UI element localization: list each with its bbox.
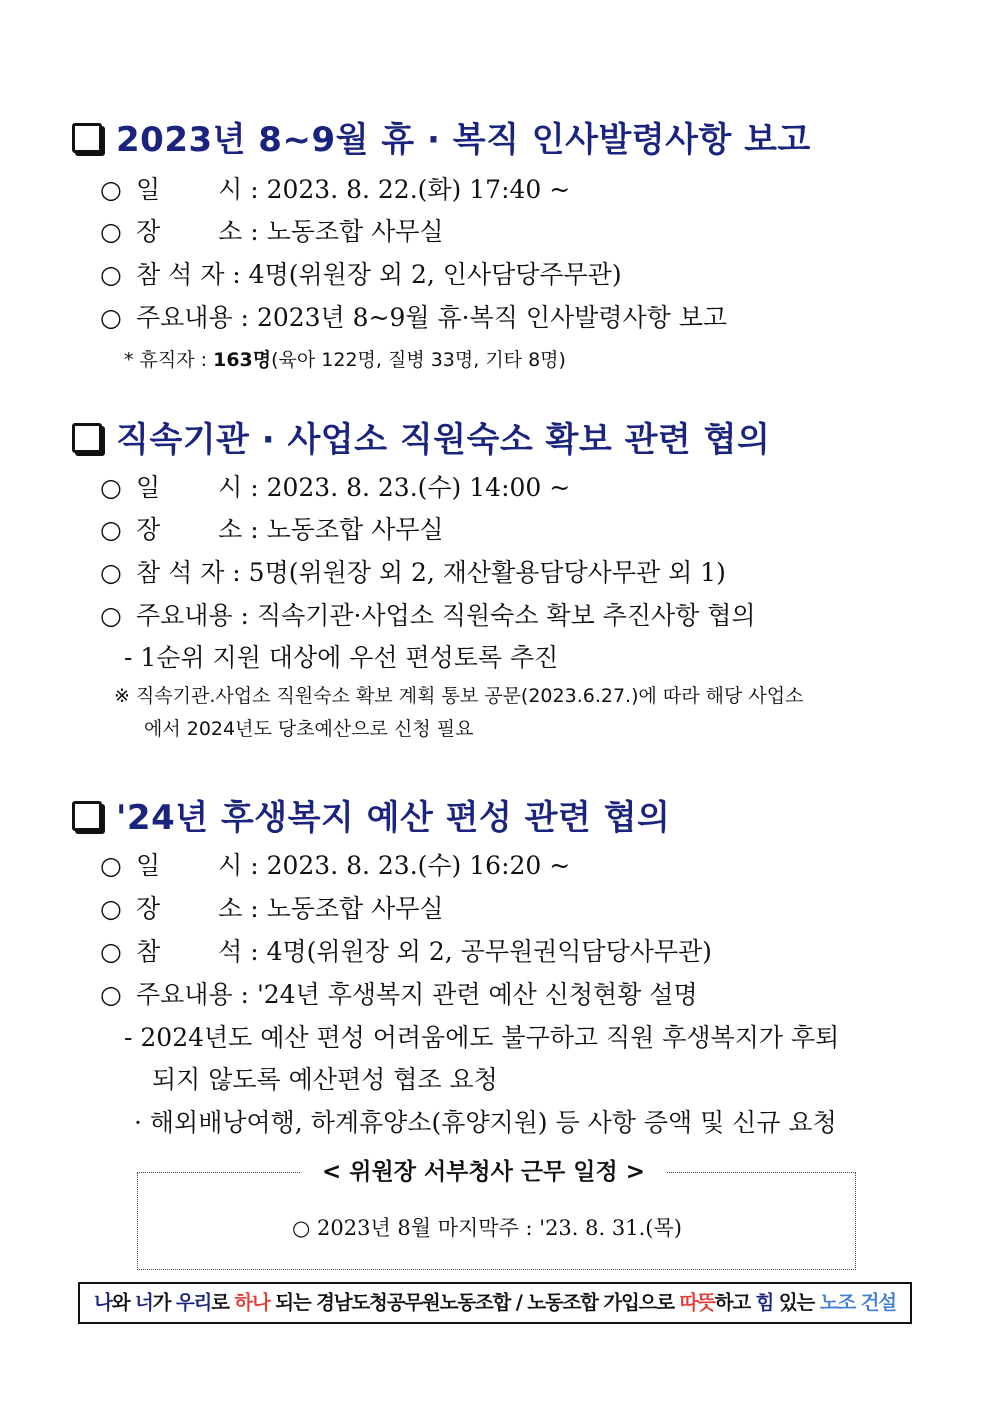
s3-row-attendees: ○ 참 석 : 4명(위원장 외 2, 공무원권익담당사무관)	[100, 937, 712, 966]
s3-dash-item-line2: 되지 않도록 예산편성 협조 요청	[152, 1065, 498, 1094]
slogan-segment: 있는	[773, 1291, 820, 1314]
slogan-segment: 나	[94, 1291, 112, 1314]
checkbox-square-icon	[72, 423, 102, 453]
s3-row-place: ○ 장 소 : 노동조합 사무실	[100, 894, 444, 923]
s3-row-content: ○ 주요내용 : '24년 후생복지 관련 예산 신청현황 설명	[100, 980, 698, 1009]
slogan-segment: 와	[111, 1291, 135, 1314]
section-2-title: 직속기관 · 사업소 직원숙소 확보 관련 협의	[72, 412, 770, 461]
schedule-title: < 위원장 서부청사 근무 일정 >	[300, 1153, 667, 1186]
s2-dash-item: - 1순위 지원 대상에 우선 편성토록 추진	[124, 643, 559, 672]
s3-dash-item-line1: - 2024년도 예산 편성 어려움에도 불구하고 직원 후생복지가 후퇴	[124, 1023, 840, 1052]
schedule-item: ○ 2023년 8월 마지막주 : '23. 8. 31.(목)	[292, 1216, 682, 1240]
slogan-segment: 따뜻	[679, 1291, 715, 1314]
s1-row-date: ○ 일 시 : 2023. 8. 22.(화) 17:40 ~	[100, 175, 571, 204]
circle-bullet-icon: ○	[100, 260, 122, 289]
s2-reference-note-line2: 에서 2024년도 당초예산으로 신청 필요	[144, 718, 474, 740]
circle-bullet-icon: ○	[100, 937, 122, 966]
s1-leave-note: * 휴직자 : 163명(육아 122명, 질병 33명, 기타 8명)	[124, 349, 566, 371]
circle-bullet-icon: ○	[100, 894, 122, 923]
slogan-segment: 너	[134, 1291, 153, 1314]
circle-bullet-icon: ○	[100, 303, 122, 332]
s2-row-date: ○ 일 시 : 2023. 8. 23.(수) 14:00 ~	[100, 473, 571, 502]
s2-row-attendees: ○ 참 석 자 : 5명(위원장 외 2, 재산활용담당사무관 외 1)	[100, 558, 726, 587]
slogan-segment: 노조 건설	[819, 1291, 896, 1314]
circle-bullet-icon: ○	[100, 515, 122, 544]
slogan-text	[94, 1291, 896, 1314]
checkbox-square-icon	[72, 123, 102, 153]
slogan-segment: 우리	[175, 1291, 212, 1314]
s2-row-content: ○ 주요내용 : 직속기관·사업소 직원숙소 확보 추진사항 협의	[100, 601, 756, 630]
slogan-segment: 하고	[714, 1291, 756, 1314]
circle-bullet-icon: ○	[100, 851, 122, 880]
circle-bullet-icon: ○	[100, 217, 122, 246]
s3-row-date: ○ 일 시 : 2023. 8. 23.(수) 16:20 ~	[100, 851, 571, 880]
slogan-segment: 하나	[234, 1291, 270, 1314]
circle-bullet-icon: ○	[100, 558, 122, 587]
slogan-segment: 힘	[755, 1291, 774, 1314]
s1-row-place: ○ 장 소 : 노동조합 사무실	[100, 217, 444, 246]
circle-bullet-icon: ○	[100, 175, 122, 204]
checkbox-square-icon	[72, 801, 102, 831]
s2-row-place: ○ 장 소 : 노동조합 사무실	[100, 515, 444, 544]
s1-row-attendees: ○ 참 석 자 : 4명(위원장 외 2, 인사담당주무관)	[100, 260, 622, 289]
section-1-title: 2023년 8~9월 휴 · 복직 인사발령사항 보고	[72, 112, 811, 161]
circle-bullet-icon: ○	[100, 980, 122, 1009]
s1-row-content: ○ 주요내용 : 2023년 8~9월 휴·복직 인사발령사항 보고	[100, 303, 728, 332]
slogan-banner	[78, 1282, 912, 1324]
section-3-title: '24년 후생복지 예산 편성 관련 협의	[72, 790, 670, 839]
s3-dot-item: · 해외배낭여행, 하계휴양소(휴양지원) 등 사항 증액 및 신규 요청	[134, 1108, 837, 1137]
circle-bullet-icon: ○	[100, 601, 122, 630]
slogan-segment: 되는 경남도청공무원노동조합 / 노동조합 가입으로	[269, 1291, 680, 1314]
circle-bullet-icon: ○	[100, 473, 122, 502]
slogan-segment: 로	[211, 1291, 235, 1314]
slogan-segment: 가	[152, 1291, 176, 1314]
s2-reference-note-line1: ※ 직속기관.사업소 직원숙소 확보 계획 통보 공문(2023.6.27.)에 따라 해당 사업소	[114, 685, 804, 707]
